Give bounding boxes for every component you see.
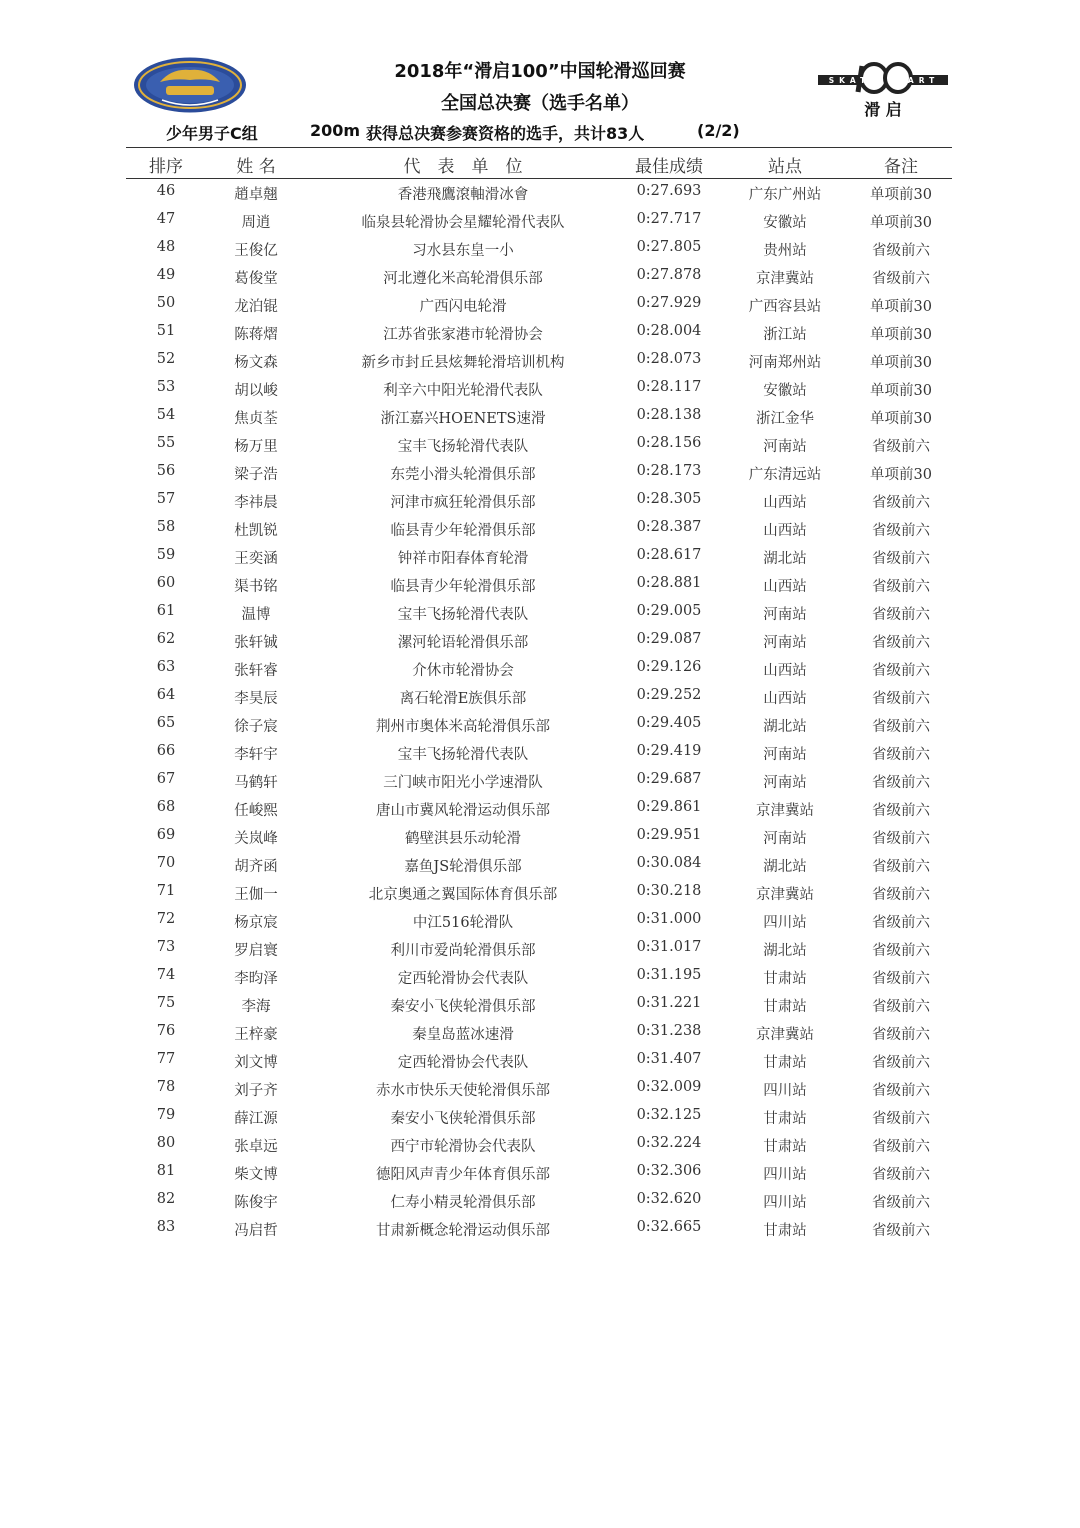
cell-note: 省级前六 xyxy=(872,1139,930,1155)
cell-name: 杨京宸 xyxy=(234,915,278,931)
cell-time: 0:29.252 xyxy=(636,687,702,703)
cell-team: 定西轮滑协会代表队 xyxy=(397,971,529,987)
cell-team: 浙江嘉兴HOENETS速滑 xyxy=(380,411,546,427)
cell-station: 河南站 xyxy=(763,607,807,623)
cell-name: 龙泊锟 xyxy=(234,299,278,315)
cell-time: 0:32.009 xyxy=(636,1079,702,1095)
cell-name: 焦贞荃 xyxy=(234,411,278,427)
cell-station: 京津冀站 xyxy=(756,1027,814,1043)
cell-note: 省级前六 xyxy=(872,243,930,259)
cell-station: 京津冀站 xyxy=(756,271,814,287)
cell-team: 秦安小飞侠轮滑俱乐部 xyxy=(390,1111,536,1127)
cell-station: 浙江金华 xyxy=(756,411,814,427)
cell-team: 习水县东皇一小 xyxy=(412,243,514,259)
cell-name: 王梓豪 xyxy=(234,1027,278,1043)
cell-station: 河南站 xyxy=(763,747,807,763)
cell-team: 宝丰飞扬轮滑代表队 xyxy=(397,439,529,455)
cell-time: 0:28.173 xyxy=(636,463,702,479)
cell-note: 单项前30 xyxy=(870,467,932,483)
cell-name: 李昊辰 xyxy=(234,691,278,707)
cell-team: 中江516轮滑队 xyxy=(412,915,514,931)
cell-note: 省级前六 xyxy=(872,271,930,287)
table-row xyxy=(0,934,1080,962)
cell-note: 省级前六 xyxy=(872,607,930,623)
cell-name: 刘子齐 xyxy=(234,1083,278,1099)
cell-note: 省级前六 xyxy=(872,523,930,539)
table-row xyxy=(0,626,1080,654)
table-row xyxy=(0,402,1080,430)
cell-name: 薛江源 xyxy=(234,1111,278,1127)
cell-rank: 69 xyxy=(156,827,176,843)
cell-note: 单项前30 xyxy=(870,187,932,203)
cell-note: 省级前六 xyxy=(872,803,930,819)
cell-team: 香港飛鷹滾軸滑冰會 xyxy=(397,187,529,203)
page-subtitle: 全国总决赛（选手名单） xyxy=(441,93,639,114)
cell-note: 单项前30 xyxy=(870,355,932,371)
cell-time: 0:31.221 xyxy=(636,995,702,1011)
cell-station: 浙江站 xyxy=(763,327,807,343)
cell-station: 河南站 xyxy=(763,831,807,847)
description-label: 获得总决赛参赛资格的选手，共计83人 xyxy=(366,124,645,143)
cell-time: 0:31.195 xyxy=(636,967,702,983)
cell-station: 广西容县站 xyxy=(748,299,822,315)
logo-wordmark: SKATE START xyxy=(828,76,940,85)
cell-team: 甘肃新概念轮滑运动俱乐部 xyxy=(376,1223,550,1239)
cell-team: 北京奥通之翼国际体育俱乐部 xyxy=(368,887,558,903)
cell-station: 河南站 xyxy=(763,439,807,455)
cell-note: 省级前六 xyxy=(872,775,930,791)
table-row xyxy=(0,906,1080,934)
table-row xyxy=(0,178,1080,206)
cell-note: 省级前六 xyxy=(872,1195,930,1211)
cell-time: 0:31.000 xyxy=(636,911,702,927)
cell-station: 山西站 xyxy=(763,579,807,595)
table-row xyxy=(0,850,1080,878)
cell-name: 刘文博 xyxy=(234,1055,278,1071)
cell-rank: 72 xyxy=(156,911,176,927)
cell-time: 0:29.405 xyxy=(636,715,702,731)
cell-note: 省级前六 xyxy=(872,691,930,707)
cell-name: 趙卓翹 xyxy=(234,187,278,203)
column-header-station: 站点 xyxy=(768,157,802,177)
cell-time: 0:27.878 xyxy=(636,267,702,283)
table-row xyxy=(0,766,1080,794)
cell-station: 湖北站 xyxy=(763,859,807,875)
table-row xyxy=(0,542,1080,570)
table-row xyxy=(0,234,1080,262)
cell-rank: 80 xyxy=(156,1135,176,1151)
cell-name: 关岚峰 xyxy=(234,831,278,847)
cell-name: 徐子宸 xyxy=(234,719,278,735)
logo-chinese-text: 滑 启 xyxy=(864,100,902,119)
cell-name: 陈蒋熠 xyxy=(234,327,278,343)
cell-station: 湖北站 xyxy=(763,719,807,735)
cell-rank: 53 xyxy=(156,379,176,395)
cell-time: 0:32.665 xyxy=(636,1219,702,1235)
cell-note: 省级前六 xyxy=(872,719,930,735)
table-row xyxy=(0,990,1080,1018)
cell-time: 0:28.881 xyxy=(636,575,702,591)
table-row xyxy=(0,318,1080,346)
cell-time: 0:28.617 xyxy=(636,547,702,563)
cell-rank: 67 xyxy=(156,771,176,787)
cell-name: 张卓远 xyxy=(234,1139,278,1155)
cell-team: 临泉县轮滑协会星耀轮滑代表队 xyxy=(361,215,565,231)
cell-station: 四川站 xyxy=(763,915,807,931)
cell-rank: 49 xyxy=(156,267,176,283)
cell-station: 河南郑州站 xyxy=(748,355,822,371)
cell-rank: 61 xyxy=(156,603,176,619)
cell-name: 渠书铭 xyxy=(234,579,278,595)
cell-note: 单项前30 xyxy=(870,215,932,231)
table-row xyxy=(0,1214,1080,1242)
cell-name: 王奕涵 xyxy=(234,551,278,567)
cell-time: 0:32.306 xyxy=(636,1163,702,1179)
table-row xyxy=(0,682,1080,710)
cell-time: 0:29.005 xyxy=(636,603,702,619)
cell-time: 0:32.620 xyxy=(636,1191,702,1207)
cell-station: 安徽站 xyxy=(763,215,807,231)
cell-rank: 46 xyxy=(156,183,176,199)
cell-rank: 62 xyxy=(156,631,176,647)
cell-rank: 50 xyxy=(156,295,176,311)
cell-team: 鹤壁淇县乐动轮滑 xyxy=(405,831,521,847)
cell-note: 省级前六 xyxy=(872,551,930,567)
cell-time: 0:28.138 xyxy=(636,407,702,423)
cell-time: 0:31.407 xyxy=(636,1051,702,1067)
cell-note: 省级前六 xyxy=(872,579,930,595)
table-row xyxy=(0,1102,1080,1130)
cell-station: 湖北站 xyxy=(763,551,807,567)
group-info xyxy=(0,121,1080,143)
cell-time: 0:29.951 xyxy=(636,827,702,843)
cell-team: 河津市疯狂轮滑俱乐部 xyxy=(390,495,536,511)
cell-name: 王伽一 xyxy=(234,887,278,903)
cell-team: 宝丰飞扬轮滑代表队 xyxy=(397,747,529,763)
distance-label: 200m xyxy=(310,121,361,140)
cell-time: 0:28.004 xyxy=(636,323,702,339)
cell-note: 单项前30 xyxy=(870,383,932,399)
table-row xyxy=(0,1130,1080,1158)
cell-team: 广西闪电轮滑 xyxy=(419,299,507,315)
cell-note: 省级前六 xyxy=(872,1027,930,1043)
cell-note: 省级前六 xyxy=(872,1055,930,1071)
table-row xyxy=(0,570,1080,598)
cell-name: 王俊亿 xyxy=(234,243,278,259)
cell-time: 0:27.805 xyxy=(636,239,702,255)
cell-station: 甘肃站 xyxy=(763,1111,807,1127)
cell-team: 仁寿小精灵轮滑俱乐部 xyxy=(390,1195,536,1211)
cell-note: 单项前30 xyxy=(870,411,932,427)
cell-note: 省级前六 xyxy=(872,747,930,763)
cell-team: 河北遵化米高轮滑俱乐部 xyxy=(383,271,543,287)
cell-rank: 63 xyxy=(156,659,176,675)
cell-station: 广东广州站 xyxy=(748,187,822,203)
cell-note: 省级前六 xyxy=(872,635,930,651)
cell-note: 单项前30 xyxy=(870,299,932,315)
cell-team: 钟祥市阳春体育轮滑 xyxy=(397,551,529,567)
cell-name: 葛俊堂 xyxy=(234,271,278,287)
cell-rank: 66 xyxy=(156,743,176,759)
cell-station: 甘肃站 xyxy=(763,971,807,987)
cell-note: 单项前30 xyxy=(870,327,932,343)
page-indicator: (2/2) xyxy=(697,121,740,140)
cell-note: 省级前六 xyxy=(872,1083,930,1099)
cell-name: 李祎晨 xyxy=(234,495,278,511)
cell-name: 温博 xyxy=(241,607,271,623)
cell-time: 0:28.305 xyxy=(636,491,702,507)
cell-rank: 55 xyxy=(156,435,176,451)
cell-note: 省级前六 xyxy=(872,915,930,931)
cell-name: 张轩铖 xyxy=(234,635,278,651)
cell-name: 张轩睿 xyxy=(234,663,278,679)
cell-rank: 82 xyxy=(156,1191,176,1207)
cell-team: 介休市轮滑协会 xyxy=(412,663,514,679)
cell-station: 四川站 xyxy=(763,1167,807,1183)
cell-name: 李昀泽 xyxy=(234,971,278,987)
cell-rank: 65 xyxy=(156,715,176,731)
cell-rank: 78 xyxy=(156,1079,176,1095)
table-row xyxy=(0,1186,1080,1214)
cell-team: 离石轮滑E族俱乐部 xyxy=(399,691,527,707)
column-header-rank: 排序 xyxy=(149,157,183,177)
cell-name: 马鹤轩 xyxy=(234,775,278,791)
cell-rank: 71 xyxy=(156,883,176,899)
table-row xyxy=(0,1046,1080,1074)
table-row xyxy=(0,710,1080,738)
column-header-name: 姓 名 xyxy=(236,157,276,177)
page-title: 2018年“滑启100”中国轮滑巡回赛 xyxy=(394,61,686,82)
cell-name: 陈俊宇 xyxy=(234,1195,278,1211)
cell-team: 江苏省张家港市轮滑协会 xyxy=(383,327,543,343)
cell-time: 0:30.218 xyxy=(636,883,702,899)
table-header xyxy=(0,150,1080,176)
cell-time: 0:27.929 xyxy=(636,295,702,311)
cell-note: 省级前六 xyxy=(872,495,930,511)
cell-time: 0:32.125 xyxy=(636,1107,702,1123)
cell-station: 湖北站 xyxy=(763,943,807,959)
cell-time: 0:29.861 xyxy=(636,799,702,815)
cell-rank: 81 xyxy=(156,1163,176,1179)
cell-time: 0:28.117 xyxy=(636,379,702,395)
cell-time: 0:28.156 xyxy=(636,435,702,451)
cell-rank: 68 xyxy=(156,799,176,815)
table-row xyxy=(0,738,1080,766)
cell-station: 四川站 xyxy=(763,1195,807,1211)
cell-note: 省级前六 xyxy=(872,663,930,679)
cell-team: 嘉鱼JS轮滑俱乐部 xyxy=(404,859,522,875)
table-row xyxy=(0,962,1080,990)
cell-note: 省级前六 xyxy=(872,943,930,959)
column-header-note: 备注 xyxy=(884,157,918,177)
cell-note: 省级前六 xyxy=(872,1167,930,1183)
group-label: 少年男子C组 xyxy=(166,124,258,143)
table-row xyxy=(0,654,1080,682)
cell-team: 临县青少年轮滑俱乐部 xyxy=(390,579,536,595)
table-row xyxy=(0,290,1080,318)
cell-station: 安徽站 xyxy=(763,383,807,399)
cell-station: 甘肃站 xyxy=(763,1223,807,1239)
cell-team: 新乡市封丘县炫舞轮滑培训机构 xyxy=(361,355,565,371)
cell-time: 0:30.084 xyxy=(636,855,702,871)
cell-team: 定西轮滑协会代表队 xyxy=(397,1055,529,1071)
cell-station: 山西站 xyxy=(763,495,807,511)
cell-rank: 60 xyxy=(156,575,176,591)
table-row xyxy=(0,374,1080,402)
table-row xyxy=(0,486,1080,514)
cell-note: 省级前六 xyxy=(872,439,930,455)
divider-top xyxy=(126,147,952,148)
cell-team: 赤水市快乐天使轮滑俱乐部 xyxy=(376,1083,550,1099)
cell-rank: 54 xyxy=(156,407,176,423)
cell-rank: 79 xyxy=(156,1107,176,1123)
table-row xyxy=(0,262,1080,290)
cell-note: 省级前六 xyxy=(872,887,930,903)
cell-team: 德阳风声青少年体育俱乐部 xyxy=(376,1167,550,1183)
cell-team: 利辛六中阳光轮滑代表队 xyxy=(383,383,543,399)
cell-team: 三门峡市阳光小学速滑队 xyxy=(383,775,543,791)
table-row xyxy=(0,878,1080,906)
cell-time: 0:27.717 xyxy=(636,211,702,227)
cell-rank: 56 xyxy=(156,463,176,479)
cell-rank: 58 xyxy=(156,519,176,535)
cell-rank: 74 xyxy=(156,967,176,983)
cell-time: 0:29.126 xyxy=(636,659,702,675)
table-row xyxy=(0,794,1080,822)
cell-time: 0:28.073 xyxy=(636,351,702,367)
cell-rank: 76 xyxy=(156,1023,176,1039)
cell-station: 甘肃站 xyxy=(763,1139,807,1155)
cell-rank: 83 xyxy=(156,1219,176,1235)
cell-name: 胡以峻 xyxy=(234,383,278,399)
cell-name: 罗启寰 xyxy=(234,943,278,959)
cell-name: 杨文森 xyxy=(234,355,278,371)
cell-team: 漯河轮语轮滑俱乐部 xyxy=(397,635,529,651)
cell-rank: 64 xyxy=(156,687,176,703)
cell-rank: 73 xyxy=(156,939,176,955)
table-row xyxy=(0,1074,1080,1102)
table-row xyxy=(0,346,1080,374)
cell-station: 河南站 xyxy=(763,635,807,651)
cell-name: 胡齐函 xyxy=(234,859,278,875)
cell-team: 唐山市冀风轮滑运动俱乐部 xyxy=(376,803,550,819)
cell-name: 杜凯锐 xyxy=(234,523,278,539)
table-row xyxy=(0,458,1080,486)
cell-time: 0:27.693 xyxy=(636,183,702,199)
cell-note: 省级前六 xyxy=(872,859,930,875)
cell-rank: 57 xyxy=(156,491,176,507)
cell-station: 山西站 xyxy=(763,523,807,539)
cell-station: 甘肃站 xyxy=(763,999,807,1015)
cell-team: 东莞小滑头轮滑俱乐部 xyxy=(390,467,536,483)
table-row xyxy=(0,822,1080,850)
cell-time: 0:31.017 xyxy=(636,939,702,955)
table-row xyxy=(0,430,1080,458)
cell-name: 任峻熙 xyxy=(234,803,278,819)
cell-team: 临县青少年轮滑俱乐部 xyxy=(390,523,536,539)
cell-rank: 51 xyxy=(156,323,176,339)
cell-note: 省级前六 xyxy=(872,1223,930,1239)
cell-time: 0:29.687 xyxy=(636,771,702,787)
cell-team: 宝丰飞扬轮滑代表队 xyxy=(397,607,529,623)
cell-note: 省级前六 xyxy=(872,971,930,987)
cell-rank: 52 xyxy=(156,351,176,367)
cell-rank: 48 xyxy=(156,239,176,255)
cell-station: 京津冀站 xyxy=(756,887,814,903)
cell-team: 荆州市奥体米高轮滑俱乐部 xyxy=(376,719,550,735)
cell-name: 杨万里 xyxy=(234,439,278,455)
cell-station: 四川站 xyxy=(763,1083,807,1099)
cell-station: 贵州站 xyxy=(763,243,807,259)
cell-time: 0:32.224 xyxy=(636,1135,702,1151)
cell-note: 省级前六 xyxy=(872,999,930,1015)
cell-station: 广东清远站 xyxy=(748,467,822,483)
cell-name: 梁子浩 xyxy=(234,467,278,483)
cell-time: 0:29.087 xyxy=(636,631,702,647)
cell-note: 省级前六 xyxy=(872,1111,930,1127)
cell-name: 李海 xyxy=(241,999,271,1015)
table-row xyxy=(0,1158,1080,1186)
cell-station: 河南站 xyxy=(763,775,807,791)
cell-name: 李轩宇 xyxy=(234,747,278,763)
cell-team: 秦皇岛蓝冰速滑 xyxy=(412,1027,514,1043)
cell-station: 山西站 xyxy=(763,663,807,679)
column-header-team: 代 表 单 位 xyxy=(403,157,523,177)
cell-team: 秦安小飞侠轮滑俱乐部 xyxy=(390,999,536,1015)
cell-team: 西宁市轮滑协会代表队 xyxy=(390,1139,536,1155)
cell-rank: 47 xyxy=(156,211,176,227)
cell-name: 柴文博 xyxy=(234,1167,278,1183)
cell-note: 省级前六 xyxy=(872,831,930,847)
table-row xyxy=(0,1018,1080,1046)
cell-station: 甘肃站 xyxy=(763,1055,807,1071)
cell-time: 0:28.387 xyxy=(636,519,702,535)
table-row xyxy=(0,598,1080,626)
cell-time: 0:29.419 xyxy=(636,743,702,759)
table-row xyxy=(0,514,1080,542)
cell-name: 周逍 xyxy=(241,215,271,231)
cell-name: 冯启哲 xyxy=(234,1223,278,1239)
cell-rank: 59 xyxy=(156,547,176,563)
results-table xyxy=(0,178,1080,1242)
cell-team: 利川市爱尚轮滑俱乐部 xyxy=(390,943,536,959)
cell-rank: 77 xyxy=(156,1051,176,1067)
cell-station: 京津冀站 xyxy=(756,803,814,819)
cell-time: 0:31.238 xyxy=(636,1023,702,1039)
cell-rank: 70 xyxy=(156,855,176,871)
cell-station: 山西站 xyxy=(763,691,807,707)
cell-rank: 75 xyxy=(156,995,176,1011)
table-row xyxy=(0,206,1080,234)
column-header-time: 最佳成绩 xyxy=(635,157,703,177)
